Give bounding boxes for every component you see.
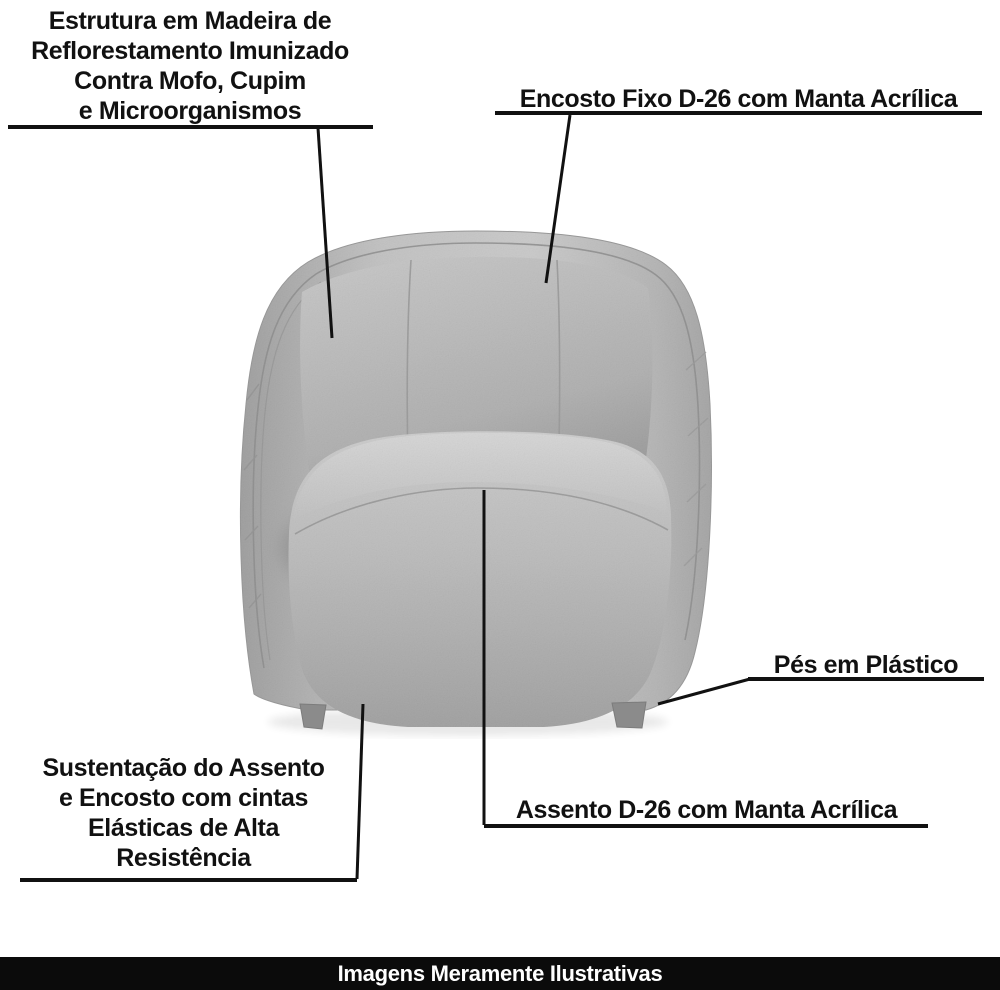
footer-disclaimer-bar bbox=[0, 957, 1000, 990]
label-estrutura bbox=[0, 6, 380, 126]
label-estrutura-line1: Estrutura em Madeira de bbox=[48, 7, 332, 35]
label-estrutura-line4: e Microorganismos bbox=[78, 97, 302, 125]
label-encosto: Encosto Fixo D-26 com Manta Acrílica bbox=[519, 85, 958, 113]
label-assento: Assento D-26 com Manta Acrílica bbox=[515, 796, 898, 824]
chair-foot-left bbox=[300, 704, 326, 729]
label-sustentacao-line1: Sustentação do Assento bbox=[42, 754, 325, 782]
label-sustentacao-line4: Resistência bbox=[116, 844, 251, 872]
label-pes: Pés em Plástico bbox=[773, 651, 959, 679]
chair-foot-right bbox=[612, 702, 646, 728]
footer-disclaimer-text: Imagens Meramente Ilustrativas bbox=[337, 960, 663, 986]
armchair-illustration bbox=[240, 231, 711, 727]
label-sustentacao bbox=[10, 753, 357, 873]
label-estrutura-line2: Reflorestamento Imunizado bbox=[31, 37, 349, 65]
label-sustentacao-line2: e Encosto com cintas bbox=[58, 784, 309, 812]
label-estrutura-line3: Contra Mofo, Cupim bbox=[74, 67, 306, 95]
label-sustentacao-line3: Elásticas de Alta bbox=[88, 814, 279, 842]
